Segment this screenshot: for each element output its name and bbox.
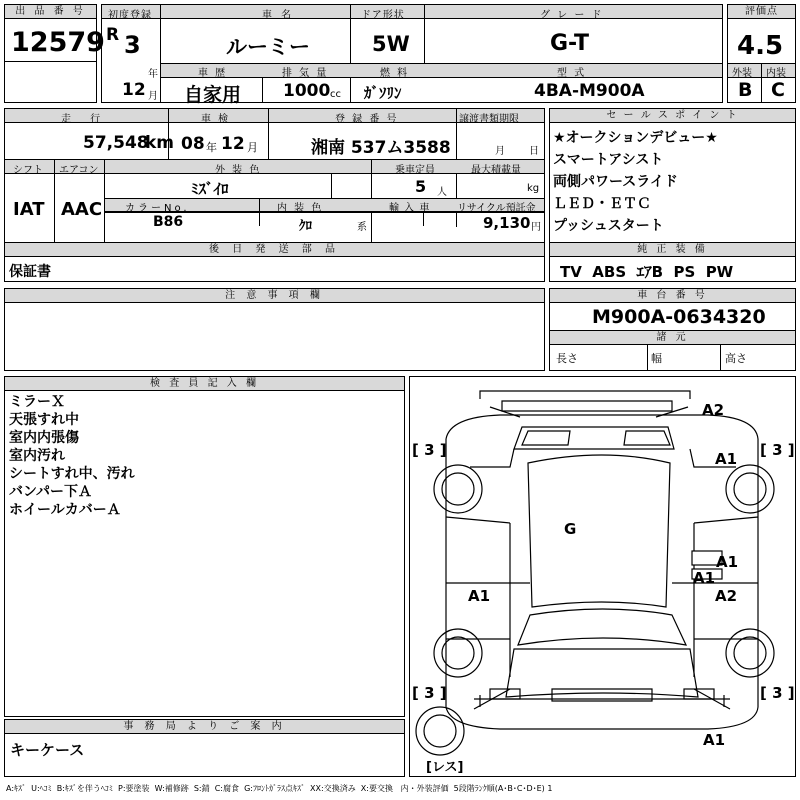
lot-number-label: 出 品 番 号 — [5, 5, 96, 19]
tire-rear-left: [ 3 ] — [412, 441, 447, 459]
later-parts-label: 後 日 発 送 部 品 — [5, 243, 544, 257]
ac-type: AAC — [61, 199, 103, 220]
chassis-box — [549, 288, 796, 371]
capacity-label: 乗車定員 — [395, 165, 435, 176]
sales-point-label: セ ー ル ス ポ イ ン ト — [550, 109, 795, 123]
capacity: 5 — [415, 177, 427, 196]
shift-type: IAT — [13, 199, 45, 220]
inspector-note-4: 室内汚れ — [9, 448, 65, 464]
exterior-color: ﾐｽﾞｲﾛ — [191, 180, 229, 198]
inspector-label: 検 査 員 記 入 欄 — [5, 377, 404, 391]
plate-label: 登 録 番 号 — [335, 114, 399, 125]
mark-rear-right: A1 — [715, 450, 738, 468]
history-label: 車 歴 — [198, 68, 228, 79]
exterior-score: B — [738, 79, 753, 101]
inspector-note-3: 室内内張傷 — [9, 430, 79, 446]
notice-label: 注 意 事 項 欄 — [5, 289, 544, 303]
office-label: 事 務 局 よ り ご 案 内 — [5, 720, 404, 734]
first-reg-year: 3 — [124, 31, 141, 59]
interior-label: 内装 — [766, 68, 786, 79]
tire-spare: [レス] — [426, 760, 464, 775]
recycle-unit: 円 — [531, 222, 541, 233]
import-label: 輸 入 車 — [389, 203, 431, 214]
model-label: 型 式 — [557, 68, 587, 79]
inspector-note-1: ミラーＸ — [9, 394, 65, 410]
sales-point-4: ＬＥＤ・ＥＴＣ — [553, 196, 651, 212]
office-item: キーケース — [10, 741, 85, 759]
mark-roof: G — [564, 520, 577, 538]
score: 4.5 — [737, 31, 784, 61]
tire-rear-right: [ 3 ] — [760, 441, 795, 459]
inspection-year-unit: 年 — [206, 141, 217, 154]
sales-point-1: ★オークションデビュー★ — [553, 130, 718, 146]
inspector-note-7: ホイールカバーＡ — [9, 502, 121, 518]
vehicle-main-box — [101, 4, 723, 106]
plate-number: 湘南 537ム3588 — [311, 138, 451, 158]
score-box — [727, 4, 796, 103]
model-code: 4BA-M900A — [534, 81, 645, 101]
int-color-label: 内 装 色 — [277, 203, 324, 214]
displacement: 1000 — [283, 81, 331, 101]
recycle-fee: 9,130 — [483, 214, 531, 232]
mileage-unit: km — [145, 133, 175, 153]
mileage-label: 走 行 — [61, 114, 109, 125]
capacity-unit: 人 — [437, 187, 447, 198]
inspector-note-6: バンパー下Ａ — [9, 484, 93, 500]
door-type: 5W — [372, 32, 410, 56]
inspector-note-5: シートすれ中、汚れ — [9, 466, 135, 482]
mark-front-right: A1 — [703, 731, 726, 749]
notice-box — [4, 288, 545, 371]
inspector-box — [4, 376, 405, 717]
load-unit: kg — [527, 183, 540, 194]
sales-point-5: プッシュスタート — [553, 218, 664, 234]
length-label: 長さ — [556, 352, 578, 365]
office-box — [4, 719, 405, 777]
sales-point-box — [549, 108, 796, 282]
tire-front-right: [ 3 ] — [760, 684, 795, 702]
lot-number-box — [4, 4, 105, 103]
details-box — [4, 108, 545, 282]
interior-score: C — [771, 79, 785, 101]
score-label: 評価点 — [728, 5, 795, 19]
fuel: ｶﾞｿﾘﾝ — [364, 84, 402, 102]
color-number: B86 — [153, 214, 184, 230]
color-no-label: カラーNo. — [125, 203, 190, 214]
lot-number: 12579 — [11, 27, 105, 58]
inspection-month-unit: 月 — [247, 141, 258, 154]
sales-point-2: スマートアシスト — [553, 152, 664, 168]
displacement-unit: cc — [330, 89, 341, 100]
chassis-label: 車 台 番 号 — [550, 289, 795, 303]
grade: G-T — [550, 31, 589, 56]
width-label: 幅 — [651, 352, 662, 365]
month-unit: 月 — [148, 91, 158, 102]
load-label: 最大積載量 — [471, 165, 521, 176]
car-name-label: 車 名 — [262, 10, 295, 21]
mark-right-door-rear-2: A1 — [693, 569, 716, 587]
equipment: TV ABS ｴｱB PS PW — [560, 263, 734, 281]
transfer-day-unit: 日 — [529, 146, 539, 157]
inspection-month: 12 — [221, 134, 245, 154]
interior-color: ｸﾛ — [299, 219, 312, 234]
mark-right-door-front: A2 — [715, 587, 738, 605]
fuel-label: 燃 料 — [380, 68, 410, 79]
transfer-label: 譲渡書類期限 — [459, 114, 519, 125]
first-reg-label: 初度登録 — [108, 10, 152, 21]
interior-color-unit: 系 — [357, 222, 367, 233]
mark-left-door: A1 — [468, 587, 491, 605]
ac-label: エアコン — [59, 165, 99, 176]
tire-front-left: [ 3 ] — [412, 684, 447, 702]
later-parts-item: 保証書 — [9, 264, 51, 280]
first-reg-month: 12 — [122, 80, 146, 100]
legend-text: A:ｷｽﾞ U:ﾍｺﾐ B:ｷｽﾞを伴うﾍｺﾐ P:要塗装 W:補修跡 S:錆 C:腐食 G:ﾌﾛﾝﾄｶﾞﾗｽ点ｷｽﾞ XX:交換済み X:要交換 内・外装評価 5段階ﾗﾝｸ順(A･B･C･D･E) 1 — [6, 784, 553, 793]
inspection-year: 08 — [181, 134, 205, 154]
chassis-number: M900A-0634320 — [592, 306, 766, 328]
car-damage-diagram — [410, 377, 795, 776]
exterior-label: 外装 — [732, 68, 752, 79]
car-name: ルーミー — [226, 35, 310, 59]
mark-right-door-rear: A1 — [716, 553, 739, 571]
displacement-label: 排 気 量 — [282, 68, 329, 79]
mark-roof-rear: A2 — [702, 401, 725, 419]
equipment-label: 純 正 装 備 — [550, 243, 795, 257]
damage-diagram-box — [409, 376, 796, 777]
main-subheader-strip — [161, 64, 722, 78]
sales-point-3: 両側パワースライド — [553, 174, 678, 190]
era-code: R — [106, 25, 120, 45]
main-header-strip — [102, 5, 722, 19]
door-label: ドア形状 — [361, 10, 405, 21]
height-label: 高さ — [725, 352, 747, 365]
history: 自家用 — [184, 84, 242, 106]
transfer-month-unit: 月 — [495, 146, 505, 157]
grade-label: グ レ ー ド — [540, 10, 604, 21]
specs-label: 諸 元 — [550, 331, 795, 345]
inspector-note-2: 天張すれ中 — [9, 412, 79, 428]
shift-label: シフト — [13, 165, 43, 176]
recycle-label: リサイクル預託金 — [457, 203, 536, 214]
color-label: 外 装 色 — [215, 165, 262, 176]
year-unit: 年 — [148, 69, 158, 80]
inspection-label: 車 検 — [201, 114, 231, 125]
mileage: 57,548 — [83, 133, 149, 153]
